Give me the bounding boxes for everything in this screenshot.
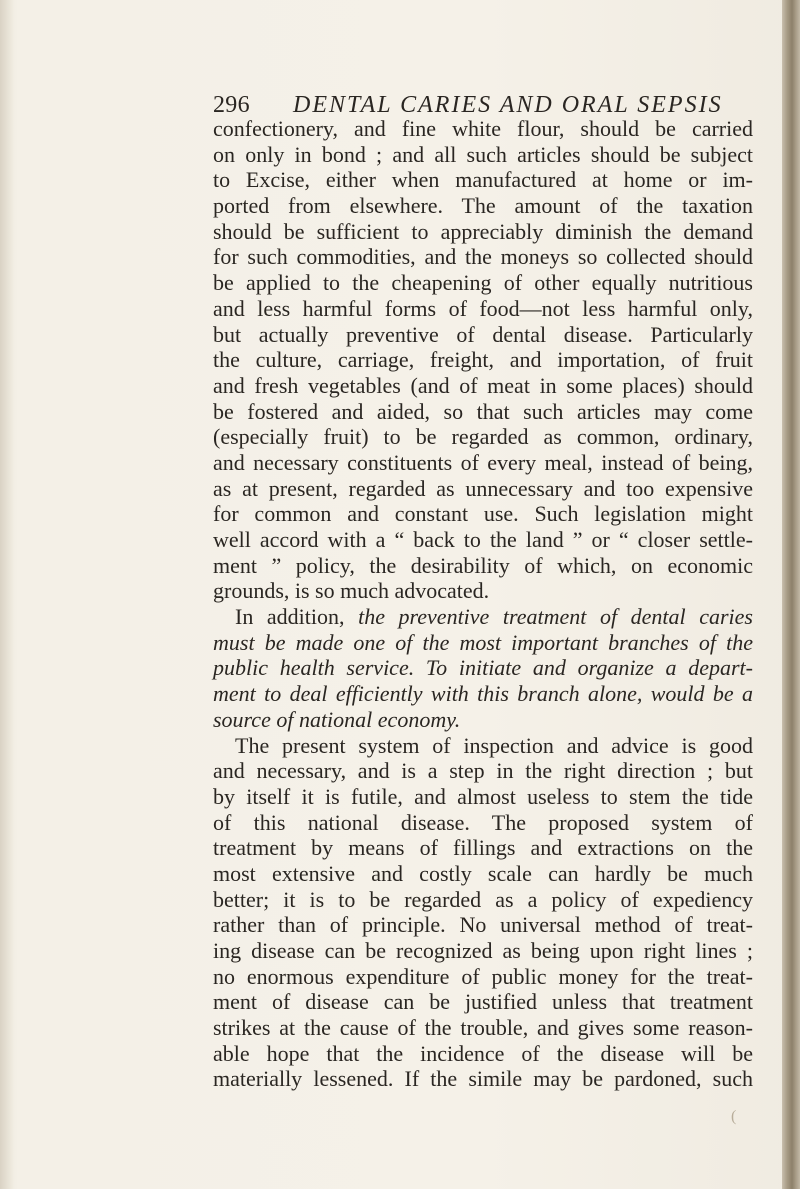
text-line-italic: public health service. To initiate and organize a depart- — [213, 655, 753, 681]
text-line: well accord with a “ back to the land ” or “ closer settle- — [213, 527, 753, 552]
text-line-lead: In addition, — [235, 604, 359, 630]
text-line: treatment by means of fillings and extractions on the — [213, 835, 753, 861]
text-line: and necessary constituents of every meal, instead of being, — [213, 449, 753, 475]
text-line: for such commodities, and the moneys so collected should — [213, 244, 753, 270]
text-line: and less harmful forms of food—not less harmful only, — [213, 295, 753, 321]
text-line: able hope that the incidence of the disease will be — [213, 1040, 753, 1066]
page-fore-edge — [782, 0, 800, 1189]
running-title: DENTAL CARIES AND ORAL SEPSIS — [293, 92, 723, 118]
margin-speck: ( — [731, 1108, 737, 1125]
text-line: ment ” policy, the desirability of which, on economic — [213, 552, 753, 578]
text-line-mixed — [213, 604, 753, 630]
text-line: to Excise, either when manufactured at home or im- — [213, 167, 753, 193]
text-line: and necessary, and is a step in the right direction ; but — [213, 758, 753, 784]
text-line: should be sufficient to appreciably diminish the demand — [213, 218, 753, 244]
text-line: strikes at the cause of the trouble, and gives some reason- — [213, 1015, 753, 1041]
text-line: as at present, regarded as unnecessary and too expensive — [213, 475, 753, 501]
text-line: grounds, is so much advocated. — [213, 578, 490, 604]
page-number: 296 — [213, 92, 250, 118]
text-line: most extensive and costly scale can hardly be much — [213, 860, 753, 886]
text-line: The present system of inspection and advice is good — [235, 732, 753, 758]
text-line: materially lessened. If the simile may be pardoned, such — [213, 1066, 753, 1092]
text-line: and fresh vegetables (and of meat in some places) should — [213, 372, 753, 398]
text-line: (especially fruit) to be regarded as common, ordinary, — [213, 424, 753, 450]
text-line: no enormous expenditure of public money for the treat- — [213, 963, 753, 989]
text-line: but actually preventive of dental disease. Particularly — [213, 321, 753, 347]
text-line: ment of disease can be justified unless that treatment — [213, 989, 753, 1015]
text-line: rather than of principle. No universal method of treat- — [213, 912, 753, 938]
text-line-italic: ment to deal efficiently with this branch alone, would be a — [213, 681, 753, 707]
page-gutter — [0, 0, 14, 1189]
body-text — [213, 116, 753, 1092]
text-line-italic: source of national economy. — [213, 706, 461, 732]
text-line: better; it is to be regarded as a policy of expediency — [213, 886, 753, 912]
text-line: ported from elsewhere. The amount of the taxation — [213, 193, 753, 219]
text-line: confectionery, and fine white flour, should be carried — [213, 116, 753, 141]
text-line: of this national disease. The proposed system of — [213, 809, 753, 835]
text-line: be applied to the cheapening of other equally nutritious — [213, 270, 753, 296]
text-line: ing disease can be recognized as being upon right lines ; — [213, 938, 753, 963]
text-line: by itself it is futile, and almost useless to stem the tide — [213, 783, 753, 809]
text-line: the culture, carriage, freight, and importation, of fruit — [213, 347, 753, 373]
text-line-italic: the preventive treatment of dental caries — [358, 604, 753, 630]
text-line-italic: must be made one of the most important branches of the — [213, 629, 753, 655]
text-line: be fostered and aided, so that such articles may come — [213, 398, 753, 424]
text-line: for common and constant use. Such legislation might — [213, 501, 753, 527]
text-line: on only in bond ; and all such articles should be subject — [213, 141, 753, 167]
